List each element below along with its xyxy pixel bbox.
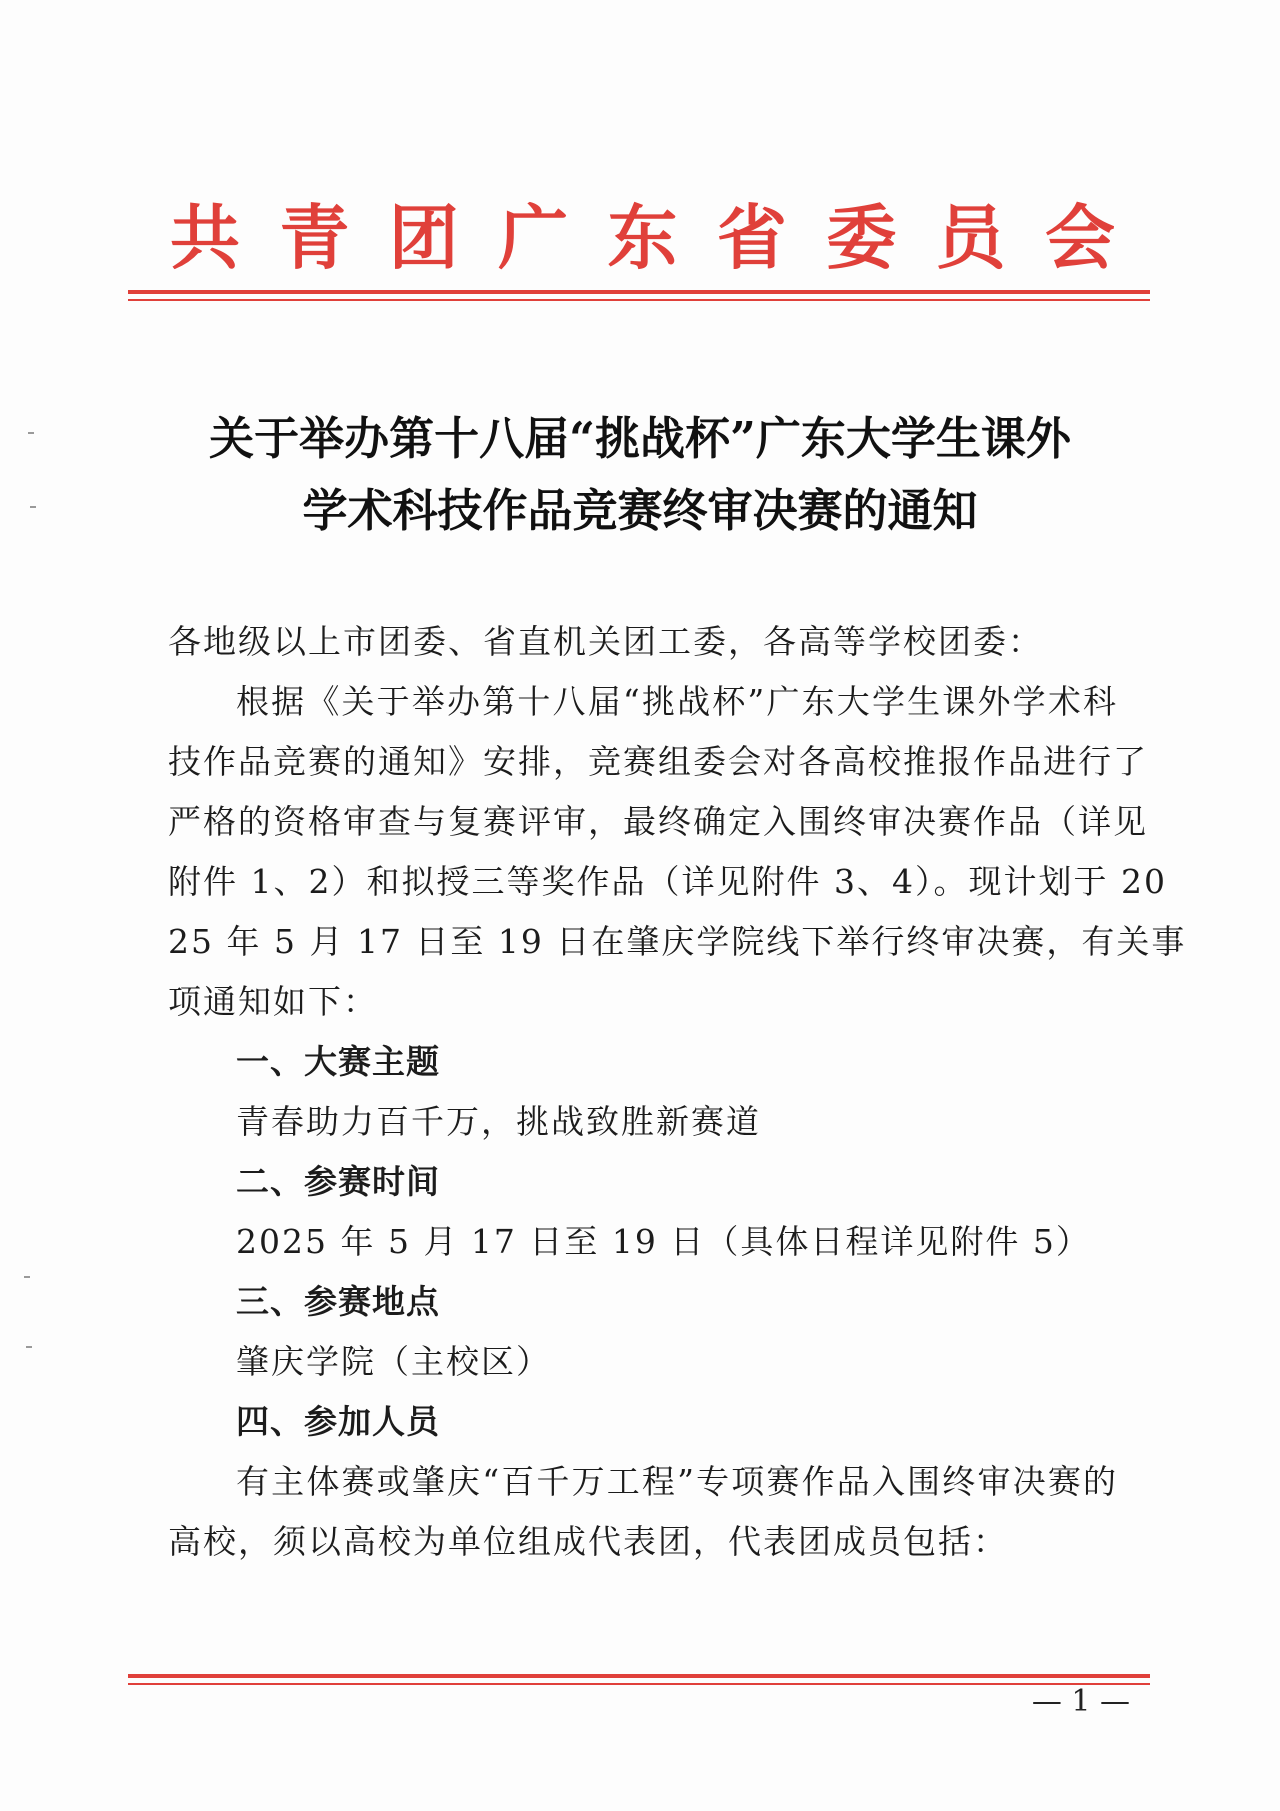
letterhead-char: 东 [607, 197, 678, 279]
scan-margin-mark [30, 506, 36, 508]
footer-divider-thin [128, 1683, 1150, 1685]
section-heading-theme: 一、大赛主题 [236, 1042, 440, 1081]
section-content-time: 2025 年 5 月 17 日至 19 日（具体日程详见附件 5） [236, 1222, 1091, 1261]
intro-line: 严格的资格审查与复赛评审，最终确定入围终审决赛作品（详见 [168, 802, 1148, 841]
letterhead-divider-thick [128, 290, 1150, 294]
section-heading-venue: 三、参赛地点 [236, 1282, 440, 1321]
letterhead-char: 委 [826, 197, 897, 279]
section-heading-time: 二、参赛时间 [236, 1162, 440, 1201]
salutation: 各地级以上市团委、省直机关团工委，各高等学校团委： [168, 622, 1043, 661]
letterhead-divider-thin [128, 299, 1150, 301]
participants-line: 高校，须以高校为单位组成代表团，代表团成员包括： [168, 1522, 1008, 1561]
participants-line: 有主体赛或肇庆“百千万工程”专项赛作品入围终审决赛的 [236, 1462, 1118, 1501]
letterhead-char: 员 [935, 197, 1006, 279]
section-content-theme: 青春助力百千万，挑战致胜新赛道 [236, 1102, 761, 1141]
page-number: — 1 — [1031, 1684, 1130, 1719]
scan-margin-mark [26, 1346, 32, 1348]
intro-line: 技作品竞赛的通知》安排，竞赛组委会对各高校推报作品进行了 [168, 742, 1148, 781]
document-title-line-2: 学术科技作品竞赛终审决赛的通知 [302, 484, 978, 537]
intro-line: 项通知如下： [168, 982, 378, 1021]
letterhead-organization [170, 188, 1115, 288]
scan-margin-mark [24, 1276, 30, 1278]
letterhead-char: 青 [279, 197, 350, 279]
intro-line: 25 年 5 月 17 日至 19 日在肇庆学院线下举行终审决赛，有关事 [168, 922, 1187, 961]
section-content-venue: 肇庆学院（主校区） [236, 1342, 551, 1381]
section-heading-participants: 四、参加人员 [236, 1402, 440, 1441]
letterhead-char: 团 [388, 197, 459, 279]
intro-line: 根据《关于举办第十八届“挑战杯”广东大学生课外学术科 [236, 682, 1118, 721]
letterhead-char: 会 [1045, 197, 1115, 279]
letterhead-char: 共 [170, 197, 240, 279]
scan-margin-mark [28, 432, 34, 434]
letterhead-char: 省 [716, 197, 787, 279]
letterhead-char: 广 [498, 197, 569, 279]
intro-line: 附件 1、2）和拟授三等奖作品（详见附件 3、4）。现计划于 20 [168, 862, 1167, 901]
document-title-line-1: 关于举办第十八届“挑战杯”广东大学生课外 [209, 412, 1071, 465]
footer-divider-thick [128, 1674, 1150, 1678]
